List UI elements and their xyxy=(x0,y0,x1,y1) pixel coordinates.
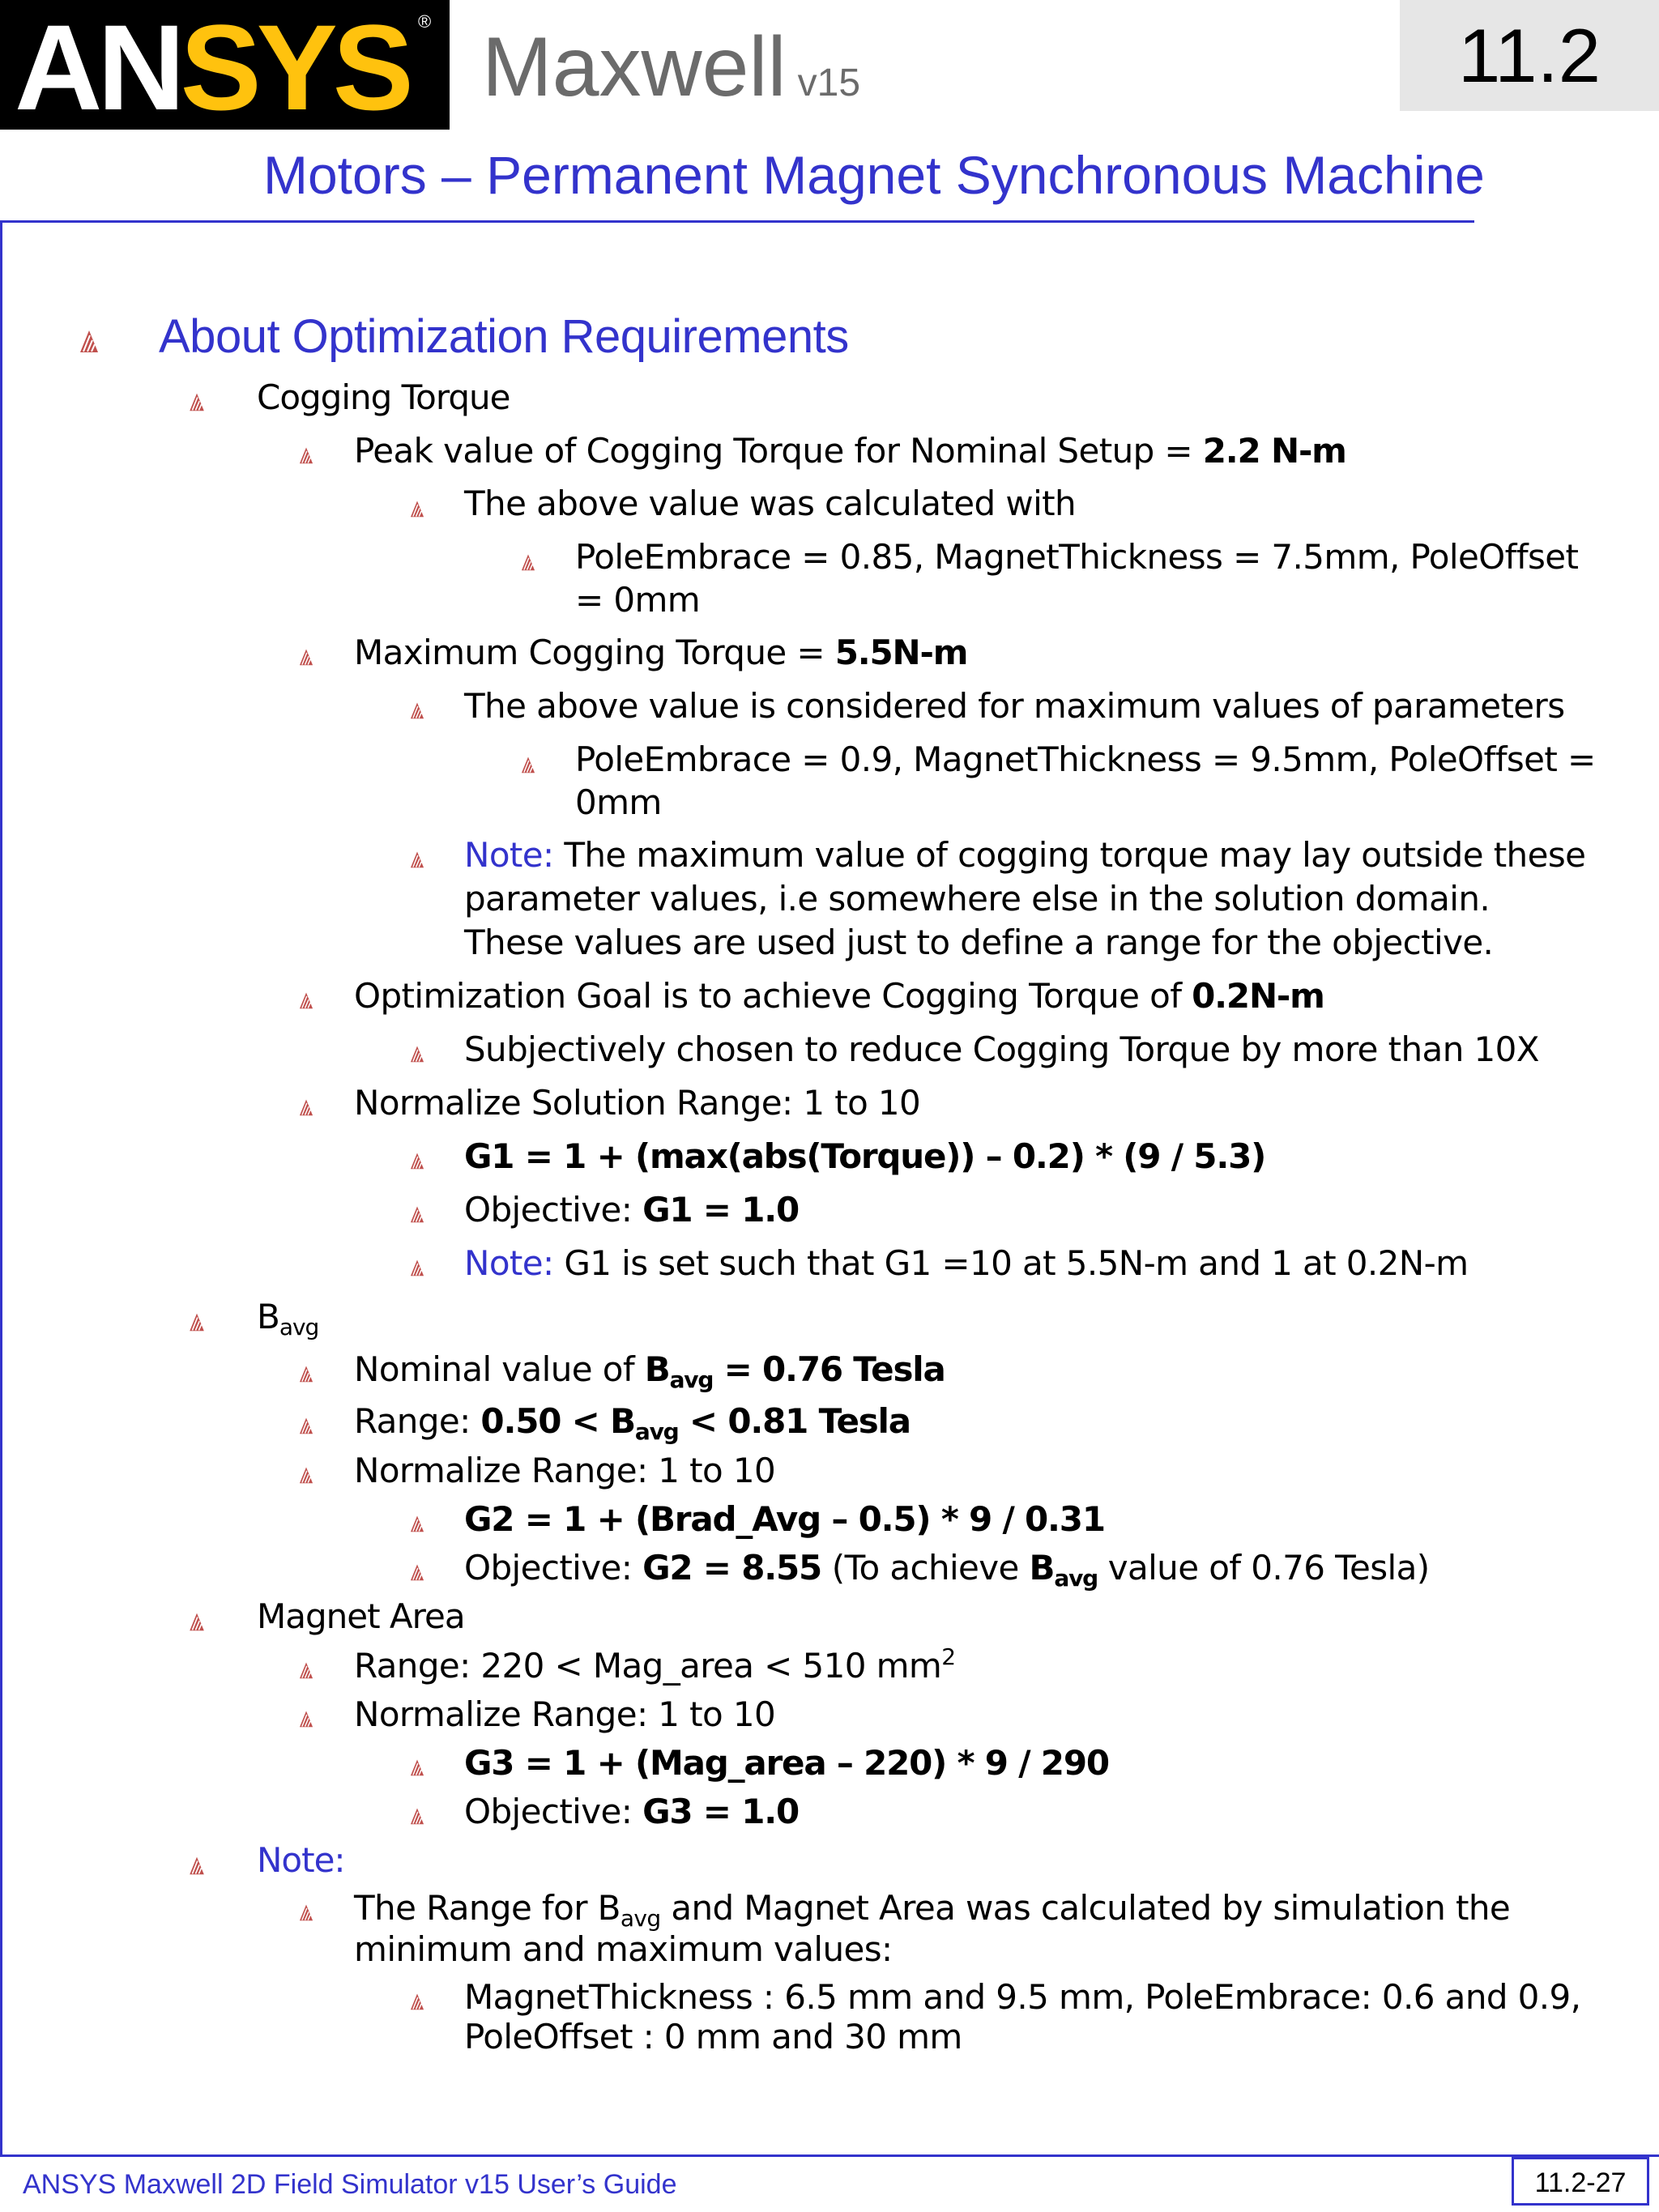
bullet-icon xyxy=(298,1417,314,1434)
subjective-text: Subjectively chosen to reduce Cogging Torque by more than 10X xyxy=(464,1029,1539,1069)
ansys-logo xyxy=(0,0,450,130)
note-line1: Note: The maximum value of cogging torque may lay outside these xyxy=(464,835,1586,875)
bullet-icon xyxy=(520,553,536,571)
bullet-icon xyxy=(409,701,425,719)
bullet-icon xyxy=(409,1993,425,2010)
g3-objective: Objective: G3 = 1.0 xyxy=(464,1792,799,1831)
peak-cogging-value: 2.2 N-m xyxy=(1202,431,1346,471)
final-note-label: Note: xyxy=(257,1840,345,1880)
bullet-icon xyxy=(409,1045,425,1063)
optimization-goal-text: Optimization Goal is to achieve Cogging Torque of 0.2N-m xyxy=(354,976,1324,1016)
g2-objective-value: G2 = 8.55 xyxy=(642,1548,822,1588)
bullet-icon xyxy=(298,1903,314,1921)
bullet-icon xyxy=(520,756,536,774)
max-cogging-value: 5.5N-m xyxy=(834,633,968,672)
bullet-icon xyxy=(409,1758,425,1776)
g1-objective-value: G1 = 1.0 xyxy=(642,1190,799,1230)
bullet-icon xyxy=(79,329,100,353)
bullet-icon xyxy=(188,1312,206,1332)
g3-formula: G3 = 1 + (Mag_area – 220) * 9 / 290 xyxy=(464,1743,1109,1783)
bullet-icon xyxy=(298,648,314,666)
section-number: 11.2 xyxy=(1458,13,1601,98)
g1-note-label: Note: xyxy=(464,1243,554,1283)
normalize-solution-text: Normalize Solution Range: 1 to 10 xyxy=(354,1083,921,1123)
cogging-torque-heading: Cogging Torque xyxy=(257,377,510,417)
footer-guide-title: ANSYS Maxwell 2D Field Simulator v15 User’s Guide xyxy=(23,2169,677,2200)
left-frame-line xyxy=(0,220,2,2156)
product-version: v15 xyxy=(797,62,861,104)
max-considered-text: The above value is considered for maximum values of parameters xyxy=(464,686,1565,726)
product-name: Maxwell v15 xyxy=(482,20,861,114)
g2-formula: G2 = 1 + (Brad_Avg – 0.5) * 9 / 0.31 xyxy=(464,1499,1105,1539)
g1-objective: Objective: G1 = 1.0 xyxy=(464,1190,799,1230)
bullet-icon xyxy=(409,500,425,518)
final-params-line1: MagnetThickness : 6.5 mm and 9.5 mm, PoleEmbrace: 0.6 and 0.9, xyxy=(464,1977,1581,2017)
note-line2: parameter values, i.e somewhere else in the solution domain. xyxy=(464,879,1491,918)
goal-value: 0.2N-m xyxy=(1192,976,1324,1016)
max-cogging-text: Maximum Cogging Torque = 5.5N-m xyxy=(354,633,968,672)
bullet-icon xyxy=(409,850,425,868)
section-heading: About Optimization Requirements xyxy=(159,310,849,363)
bullet-icon xyxy=(409,1259,425,1276)
peak-cogging-text: Peak value of Cogging Torque for Nominal Setup = 2.2 N-m xyxy=(354,431,1346,471)
bullet-icon xyxy=(298,1466,314,1484)
bullet-icon xyxy=(298,1098,314,1116)
nominal-params-line2: = 0mm xyxy=(575,580,701,620)
bullet-icon xyxy=(298,446,314,464)
bullet-icon xyxy=(188,1856,206,1875)
g3-objective-value: G3 = 1.0 xyxy=(642,1792,799,1831)
footer-divider xyxy=(0,2154,1659,2157)
bullet-icon xyxy=(409,1152,425,1170)
final-note-line1: The Range for $B_{avg}$ and Magnet Area was calculated by simulation the xyxy=(354,1888,1511,1932)
bullet-icon xyxy=(298,1365,314,1383)
slide-title: Motors – Permanent Magnet Synchronous Machine xyxy=(263,145,1485,205)
nominal-params-line1: PoleEmbrace = 0.85, MagnetThickness = 7.5mm, PoleOffset xyxy=(575,537,1579,577)
magnet-area-heading: Magnet Area xyxy=(257,1596,465,1636)
bavg-nominal: Nominal value of $B_{avg} = 0.76$ Tesla xyxy=(354,1349,945,1393)
bavg-heading: $B_{avg}$ xyxy=(257,1297,319,1340)
bullet-icon xyxy=(298,1710,314,1728)
bullet-icon xyxy=(298,991,314,1009)
max-params-line1: PoleEmbrace = 0.9, MagnetThickness = 9.5mm, PoleOffset = xyxy=(575,739,1596,779)
final-params-line2: PoleOffset : 0 mm and 30 mm xyxy=(464,2017,962,2056)
bullet-icon xyxy=(188,392,206,411)
bullet-icon xyxy=(298,1661,314,1679)
g1-formula: G1 = 1 + (max(abs(Torque)) – 0.2) * (9 / 5.3) xyxy=(464,1136,1266,1176)
bullet-icon xyxy=(409,1515,425,1532)
logo-wordmark: ANSYS xyxy=(15,0,409,130)
bullet-icon xyxy=(409,1205,425,1223)
registered-mark: ® xyxy=(418,11,432,32)
g1-note: Note: G1 is set such that G1 =10 at 5.5N-m and 1 at 0.2N-m xyxy=(464,1243,1469,1283)
bullet-icon xyxy=(409,1807,425,1825)
g2-objective: Objective: G2 = 8.55 (To achieve $B_{avg}$ value of 0.76 Tesla) xyxy=(464,1548,1430,1592)
bullet-icon xyxy=(409,1563,425,1581)
bullet-icon xyxy=(188,1612,206,1631)
final-note-line2: minimum and maximum values: xyxy=(354,1929,893,1969)
max-params-line2: 0mm xyxy=(575,782,662,822)
title-divider xyxy=(0,220,1474,223)
note-label: Note: xyxy=(464,835,554,875)
note-line3: These values are used just to define a range for the objective. xyxy=(464,923,1494,962)
page-number: 11.2-27 xyxy=(1534,2167,1627,2198)
bavg-range: Range: $0.50 < B_{avg} < 0.81$ Tesla xyxy=(354,1401,911,1445)
magnet-area-normalize: Normalize Range: 1 to 10 xyxy=(354,1694,776,1734)
calc-with-text: The above value was calculated with xyxy=(464,484,1077,523)
magnet-area-range: Range: 220 < Mag_area < 510 $mm^2$ xyxy=(354,1643,956,1686)
bavg-normalize: Normalize Range: 1 to 10 xyxy=(354,1451,776,1490)
